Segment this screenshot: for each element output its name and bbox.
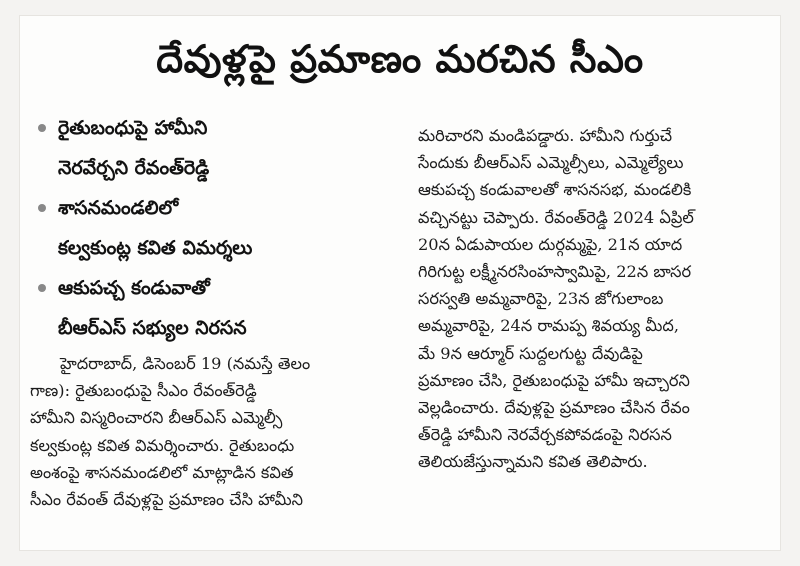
body-line: సేందుకు బీఆర్‌ఎస్ ఎమ్మెల్సీలు, ఎమ్మెల్యేలు: [418, 153, 684, 173]
body-line: హైదరాబాద్, డిసెంబర్ 19 (నమస్తే తెలం: [60, 354, 311, 373]
body-line: సీఎం రేవంత్ దేవుళ్లపై ప్రమాణం చేసి హామీని: [30, 490, 304, 510]
body-line: అంశంపై శాసనమండలిలో మాట్లాడిన కవిత: [30, 462, 294, 482]
body-line: వచ్చినట్టు చెప్పారు. రేవంత్‌రెడ్డి 2024 ఏప్రిల్: [418, 207, 694, 227]
left-column: [30, 108, 400, 513]
bullet-dot-icon: [38, 124, 46, 132]
body-line: గాణ): రైతుబంధుపై సీఎం రేవంత్‌రెడ్డి: [30, 381, 257, 401]
highlight-item: [30, 188, 400, 268]
body-line: కల్వకుంట్ల కవిత విమర్శించారు. రైతుబంధు: [30, 435, 295, 455]
highlight-item: [30, 268, 400, 348]
highlight-line: రైతుబంధుపై హామీని: [58, 117, 208, 139]
bullet-dot-icon: [38, 204, 46, 212]
body-line: మే 9న ఆర్మూర్ సుద్దలగుట్ట దేవుడిపై: [418, 343, 643, 363]
body-line: మరిచారని మండిపడ్డారు. హామీని గుర్తుచే: [418, 126, 673, 145]
highlight-list: [30, 108, 400, 348]
highlight-line: బీఆర్‌ఎస్ సభ్యుల నిరసన: [58, 317, 247, 339]
body-line: అమ్మవారిపై, 24న రామప్ప శివయ్య మీద,: [418, 316, 679, 336]
headline: దేవుళ్లపై ప్రమాణం మరచిన సీఎం: [156, 37, 644, 81]
body-line: తెలియజేస్తున్నామని కవిత తెలిపారు.: [418, 452, 648, 472]
body-line: త్‌రెడ్డి హామీని నెరవేర్చకపోవడంపై నిరసన: [418, 425, 672, 445]
bullet-dot-icon: [38, 284, 46, 292]
body-line: వెల్లడించారు. దేవుళ్లపై ప్రమాణం చేసిన రేవం: [418, 398, 690, 418]
article-body-right: [418, 122, 770, 476]
article-body-left: [30, 350, 400, 513]
highlight-line: ఆకుపచ్చ కండువాతో: [58, 277, 210, 299]
highlight-line: శాసనమండలిలో: [58, 197, 179, 219]
highlight-line: నెరవేర్చని రేవంత్‌రెడ్డి: [58, 157, 210, 179]
body-line: సరస్వతి అమ్మవారిపై, 23న జోగులాంబ: [418, 289, 664, 309]
body-line: గిరిగుట్ట లక్ష్మీనరసింహస్వామిపై, 22న బాసర: [418, 262, 692, 282]
body-line: ఆకుపచ్చ కండువాలతో శాసనసభ, మండలికి: [418, 180, 692, 200]
body-line: హామీని విస్మరించారని బీఆర్‌ఎస్ ఎమ్మెల్సీ: [30, 408, 283, 428]
highlight-line: కల్వకుంట్ల కవిత విమర్శలు: [58, 237, 253, 259]
news-clipping: [20, 16, 780, 550]
highlight-item: [30, 108, 400, 188]
body-line: ప్రమాణం చేసి, రైతుబంధుపై హామీ ఇచ్చారని: [418, 370, 690, 390]
body-line: 20న ఏడుపాయల దుర్గమ్మపై, 21న యాద: [418, 234, 683, 254]
